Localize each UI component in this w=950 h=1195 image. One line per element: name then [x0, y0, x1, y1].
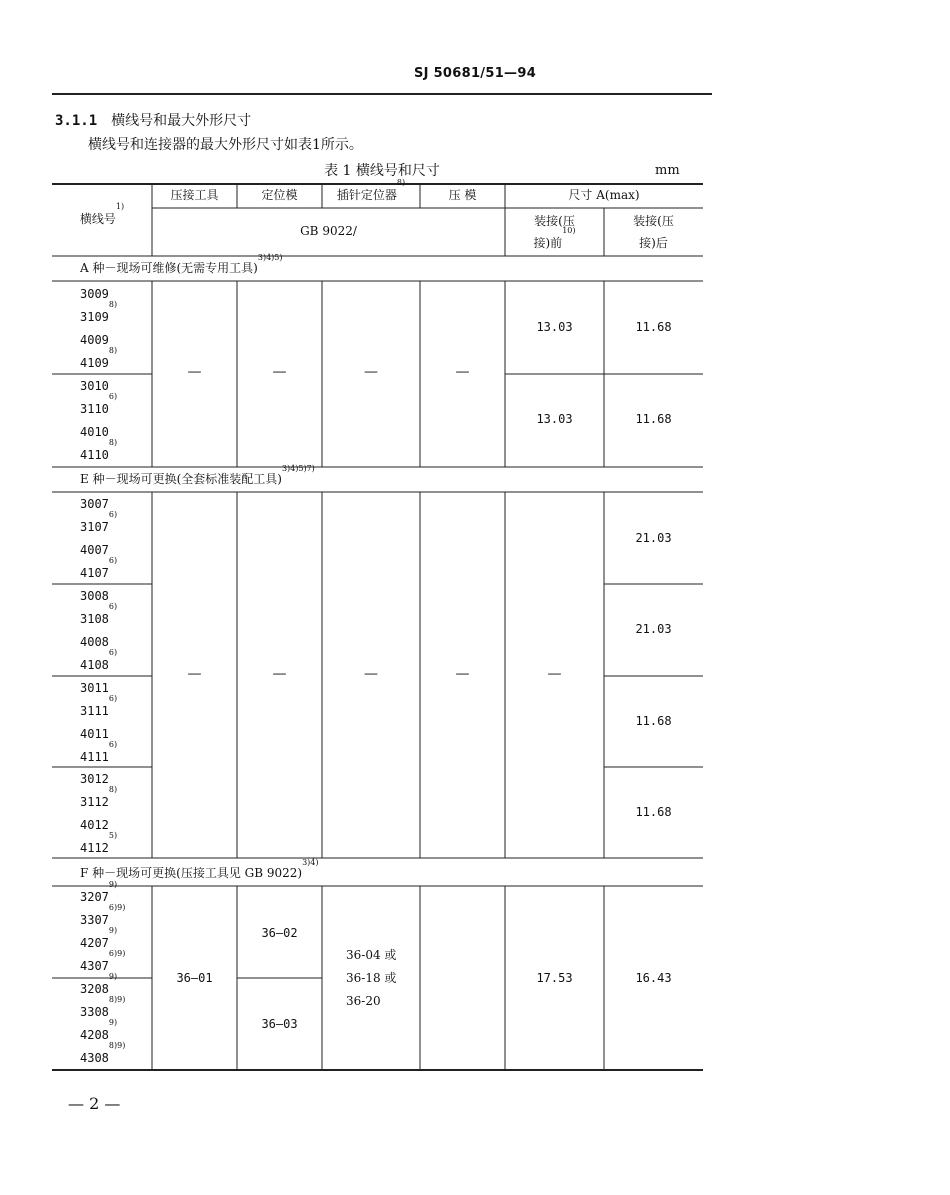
list-item: $4307^{6)9)}$ [80, 949, 126, 973]
header-line-number: 横线号$^{1)}$ [79, 202, 125, 226]
group-e-before: — [547, 666, 562, 682]
list-item: 4007 [80, 543, 109, 557]
header-pin-locator: 插针定位器$^{8)}$ [336, 178, 406, 202]
header-after-line2: 接)后 [639, 236, 668, 250]
group-a-crimp-tool: — [187, 364, 202, 380]
list-item: 4110$^{8)}$ [80, 438, 118, 462]
list-item: 4108$^{6)}$ [80, 648, 118, 672]
group-f-pin-locator-line2: 36-18 或 [346, 971, 397, 985]
list-item: 3012 [80, 772, 109, 786]
group-f-pin-locator-line3: 36-20 [346, 994, 381, 1008]
list-item: 3109$^{8)}$ [80, 300, 118, 324]
section-intro: 横线号和连接器的最大外形尺寸如表1所示。 [88, 137, 363, 153]
group-e-crimp-tool: — [187, 666, 202, 682]
group-a-block-2-after: 11.68 [635, 412, 672, 426]
list-item: 4107$^{6)}$ [80, 556, 118, 580]
list-item: $3308^{8)9)}$ [80, 995, 126, 1019]
group-a-block-2-before: 13.03 [536, 412, 573, 426]
group-e-title: E 种－现场可更换(全套标准装配工具)$^{3)4)5)7)}$ [80, 464, 315, 486]
list-item: 3112$^{8)}$ [80, 785, 118, 809]
group-f-block-2-locator: 36—03 [261, 1017, 298, 1031]
list-item: 3007 [80, 497, 109, 511]
list-item: 3011 [80, 681, 109, 695]
section-number: 3.1.1 [55, 113, 98, 129]
group-a-pin-locator: — [364, 364, 378, 380]
list-item: 3208$^{9)}$ [80, 972, 118, 996]
list-item: 3207$^{9)}$ [80, 880, 118, 904]
list-item: 4111$^{6)}$ [80, 740, 118, 764]
group-f-block-2 [80, 972, 126, 1070]
list-item: 3107$^{6)}$ [80, 510, 118, 534]
group-e-block-4-after: 11.68 [635, 805, 672, 819]
list-item: 3010 [80, 379, 109, 393]
group-f-after: 16.43 [635, 971, 672, 985]
list-item: 3110$^{6)}$ [80, 392, 118, 416]
group-a-locator: — [272, 364, 287, 380]
group-f-pin-locator-line1: 36-04 或 [346, 948, 397, 962]
table-caption: 表 1 横线号和尺寸 [324, 163, 440, 179]
list-item: 4011 [80, 727, 109, 741]
section-title: 横线号和最大外形尺寸 [111, 113, 252, 129]
document-code: SJ 50681/51—94 [413, 66, 537, 81]
list-item: 3009 [80, 287, 109, 301]
group-a-block-1-before: 13.03 [536, 320, 573, 334]
page-number: — 2 — [68, 1094, 121, 1113]
group-f-crimp-tool: 36—01 [176, 971, 213, 985]
header-locator: 定位模 [261, 188, 298, 202]
list-item: $3307^{6)9)}$ [80, 903, 126, 927]
list-item: 3008 [80, 589, 109, 603]
list-item: 4009 [80, 333, 109, 347]
list-item: $4308^{8)9)}$ [80, 1041, 126, 1065]
group-e-block-1-after: 21.03 [635, 531, 672, 545]
group-e-block-1 [80, 493, 117, 585]
group-e-block-3-after: 11.68 [635, 714, 672, 728]
list-item: 4112$^{5)}$ [80, 831, 118, 855]
group-f-title: F 种－现场可更换(压接工具见 GB 9022)$^{3)4)}$ [80, 858, 319, 880]
header-crimp-tool: 压接工具 [170, 188, 219, 202]
list-item: 4010 [80, 425, 109, 439]
list-item: 4207$^{9)}$ [80, 926, 118, 950]
list-item: 4008 [80, 635, 109, 649]
group-e-block-2-after: 21.03 [635, 622, 672, 636]
group-a-block-1 [80, 283, 117, 375]
group-e-pin-locator: — [364, 666, 378, 682]
list-item: 4109$^{8)}$ [80, 346, 118, 370]
group-a-block-2 [80, 375, 117, 467]
group-e-block-2 [80, 585, 117, 677]
header-after: 装接(压 [633, 214, 674, 228]
group-a-title: A 种－现场可维修(无需专用工具)$^{3)4)5)}$ [80, 253, 283, 275]
header-before: 装接(压 [534, 214, 575, 228]
group-f-block-1-locator: 36—02 [261, 926, 298, 940]
group-a-block-1-after: 11.68 [635, 320, 672, 334]
header-size-group: 尺寸 A(max) [568, 188, 640, 202]
group-f-block-1 [80, 880, 126, 978]
header-die: 压 模 [448, 188, 477, 202]
list-item: 4208$^{9)}$ [80, 1018, 118, 1042]
header-spec-ref: GB 9022/ [300, 224, 357, 238]
list-item: 3111$^{6)}$ [80, 694, 118, 718]
list-item: 3108$^{6)}$ [80, 602, 118, 626]
header-before-line2: 接)前$^{10)}$ [533, 226, 576, 250]
group-e-block-3 [80, 677, 117, 769]
group-e-block-4 [80, 768, 117, 860]
table-unit: mm [655, 163, 680, 178]
group-e-die: — [455, 666, 470, 682]
group-e-locator: — [272, 666, 287, 682]
group-a-die: — [455, 364, 470, 380]
group-f-before: 17.53 [536, 971, 573, 985]
list-item: 4012 [80, 818, 109, 832]
